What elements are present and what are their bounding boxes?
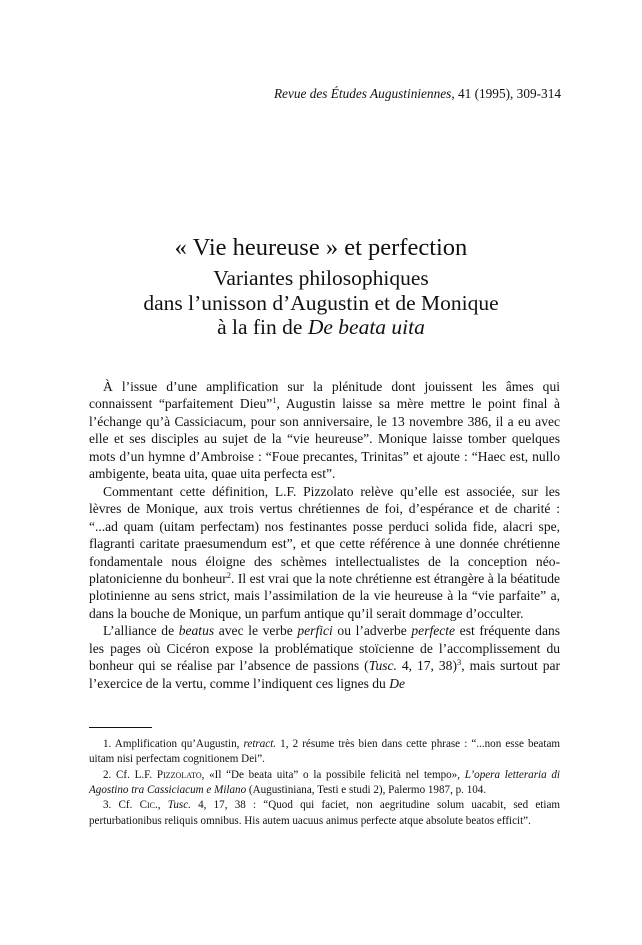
paragraph-2-text-a: Commentant cette définition, L.F. Pizzolato relève qu’elle est associée, sur les lèvres de Monique, aux trois vertus chrétiennes de foi, d’espérance et de charité : “...ad quam (uitam perfectam) nos festinantes posse perduci solida fide, alacri spe, flagranti caritate praesumendum est”, et que cette référence à une donnée chrétienne fondamentale nous éloigne des schèmes intellectualistes de la conception néo-platonicienne du bonheur — [89, 483, 560, 586]
footnote-ref-2[interactable]: 2 — [226, 569, 232, 580]
running-head — [0, 86, 561, 102]
subtitle-line-2: dans l’unisson d’Augustin et de Monique — [143, 290, 499, 315]
footnote-3-work: Tusc. — [167, 799, 191, 812]
footnote-2-text-a: 2. Cf. L.F. — [103, 768, 157, 781]
subtitle-line-3-work: De beata uita — [307, 315, 425, 339]
footnote-1-text-b: 1, 2 résume très bien dans cette phrase : “...non esse beatam uitam nisi perfectam cognitionem Dei”. — [89, 738, 560, 766]
paragraph-3-text-e: 4, 17, 38) — [396, 658, 457, 674]
footnote-ref-3[interactable]: 3 — [456, 657, 462, 668]
footnote-3-text-b: , — [157, 799, 168, 812]
work-tusc: Tusc. — [368, 658, 397, 674]
footnote-3-text-a: 3. Cf. — [103, 799, 140, 812]
footnote-2-work: L’opera letteraria di Agostino tra Cassiciacum e Milano — [89, 768, 560, 797]
paragraph-1-text-a: À l’issue d’une amplification sur la plénitude dont jouissent les âmes qui connaissent “parfaitement Dieu” — [89, 379, 560, 412]
article-subtitle — [0, 266, 642, 340]
paragraph-3 — [89, 622, 560, 692]
paragraph-2 — [89, 483, 560, 623]
paragraph-1-text-b: , Augustin laisse sa mère mettre le point final à l’échange qu’à Cassiciacum, pour son anniversaire, le 13 novembre 386, il a eu avec elle et ses disciples au sujet de la “vie heureuse”. Monique laisse tomber quelques mots d’un hymne d’Ambroise : “Foue precantes, Trinitas” et ajoute : “Haec est, nullo ambigente, beata uita, quae uita perfecta est”. — [89, 396, 560, 482]
term-beatus: beatus — [178, 623, 215, 639]
footnote-2 — [89, 768, 560, 799]
subtitle-line-1: Variantes philosophiques — [213, 266, 429, 290]
journal-title: Revue des Études Augustiniennes — [273, 86, 452, 101]
footnote-2-text-b: , «Il “De beata uita” o la possibile felicità nel tempo», — [201, 768, 465, 781]
footnote-separator — [89, 727, 152, 728]
paragraph-3-text-d: est fréquente dans les pages où Cicéron expose la problématique stoïcienne de l’accomplissement du bonheur qui se réalise par l’absence de passions ( — [89, 623, 561, 674]
footnote-2-text-c: (Augustiniana, Testi e studi 2), Palermo 1987, p. 104. — [246, 784, 487, 797]
article-body — [89, 378, 560, 692]
footnotes — [89, 737, 560, 829]
footnote-ref-1[interactable]: 1 — [272, 395, 277, 406]
term-perfecte: perfecte — [411, 623, 456, 639]
term-perfici: perfici — [297, 623, 333, 639]
subtitle-line-3-prefix: à la fin de — [217, 315, 308, 339]
paragraph-3-text-c: ou l’adverbe — [332, 623, 412, 639]
article-title-block — [0, 233, 642, 340]
paragraph-3-text-b: avec le verbe — [214, 623, 298, 639]
footnote-1-text-a: 1. Amplification qu’Augustin, — [103, 738, 244, 750]
paragraph-3-text-a: L’alliance de — [103, 623, 179, 639]
footnote-3-author: Cic. — [139, 799, 158, 812]
footnote-1 — [89, 737, 560, 768]
footnote-3 — [89, 798, 560, 829]
footnote-1-work: retract. — [243, 738, 277, 750]
article-title: « Vie heureuse » et perfection — [174, 234, 468, 261]
work-de: De — [389, 675, 405, 691]
footnote-3-text-c: 4, 17, 38 : “Quod qui faciet, non aegritudine solum uacabit, sed etiam perturbationibus reliquis omnibus. His autem uacuus animus perfecte atque absolute beatos efficit”. — [89, 799, 561, 827]
paragraph-1 — [89, 378, 560, 483]
paragraph-2-text-b: . Il est vrai que la note chrétienne est étrangère à la béatitude plotinienne au sens strict, mais l’assimilation de la vie heureuse à la “vie parfaite” a, dans la bouche de Monique, un parfum antique qu’il serait dommage d’occulter. — [89, 570, 561, 621]
journal-citation: , 41 (1995), 309-314 — [451, 86, 561, 101]
paragraph-3-text-f: , mais surtout par l’exercice de la vertu, comme l’indiquent ces lignes du — [89, 658, 561, 691]
footnote-2-author: Pizzolato — [156, 768, 202, 781]
